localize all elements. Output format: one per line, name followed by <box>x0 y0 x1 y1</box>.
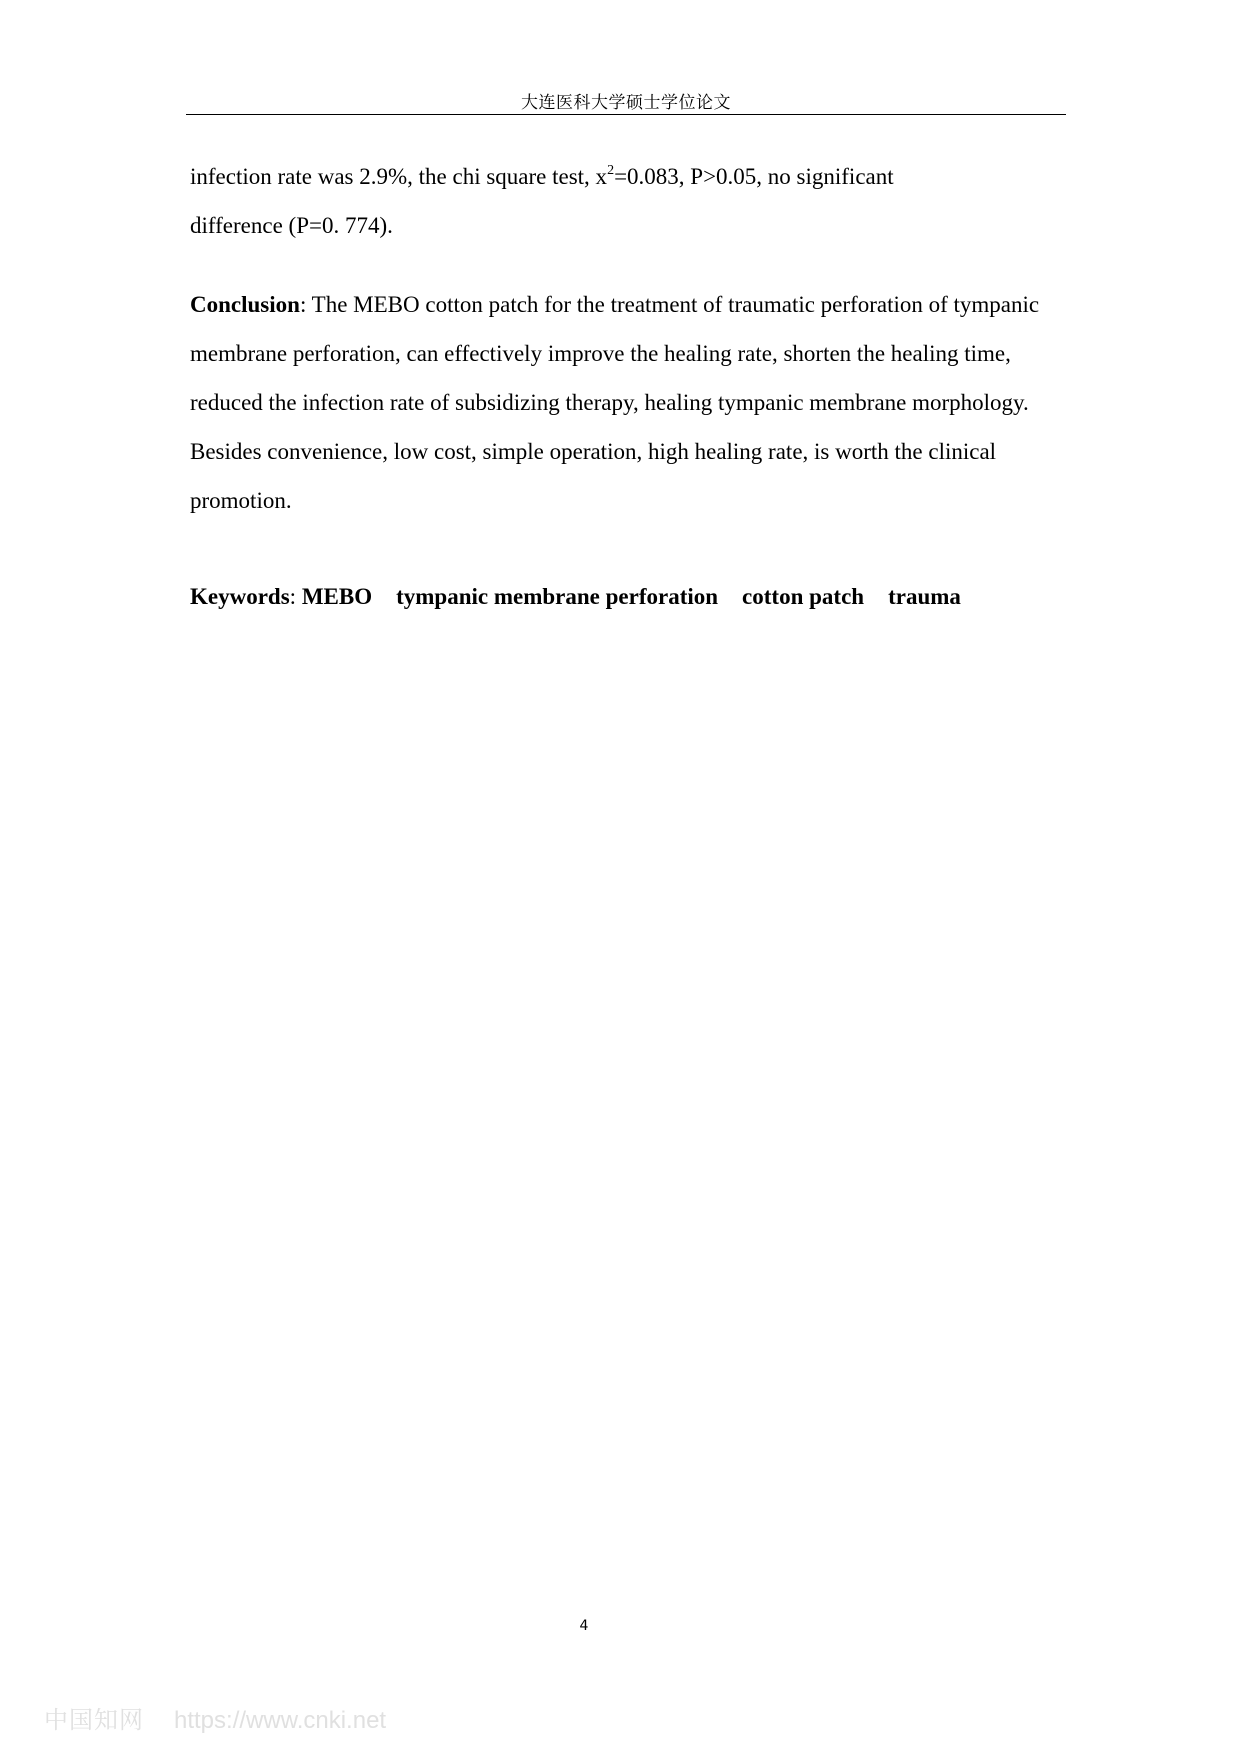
results-paragraph <box>190 152 1070 250</box>
page-number: 4 <box>579 1618 589 1634</box>
results-line-2: difference (P=0. 774). <box>190 213 393 238</box>
conclusion-label: Conclusion <box>190 292 300 317</box>
conclusion-text: : The MEBO cotton patch for the treatment of traumatic perforation of tympanic membrane perforation, can effectively improve the healing rate, shorten the healing time, reduced the infection rate of subsidizing therapy, healing tympanic membrane morphology. Besides convenience, low cost, simple operation, high healing rate, is worth the clinical promotion. <box>190 292 1040 513</box>
results-text-after-sup: =0.083, P>0.05, no significant <box>614 164 894 189</box>
header-rule <box>186 114 1066 115</box>
keywords-label: Keywords <box>190 584 290 609</box>
keyword-item: cotton patch <box>742 584 865 609</box>
keywords-separator: : <box>289 584 302 609</box>
chi-square-superscript: 2 <box>607 163 615 178</box>
keywords-line <box>190 572 1070 621</box>
running-header: 大连医科大学硕士学位论文 <box>521 93 731 113</box>
keyword-item: MEBO <box>301 584 373 609</box>
watermark-site-name: 中国知网 <box>44 1706 144 1734</box>
results-text-before-sup: infection rate was 2.9%, the chi square test, x <box>190 164 608 189</box>
cnki-watermark <box>44 1700 386 1735</box>
results-line-1 <box>190 152 1070 201</box>
watermark-url: https://www.cnki.net <box>174 1707 387 1734</box>
conclusion-paragraph <box>190 280 1070 525</box>
keyword-item: trauma <box>888 584 961 609</box>
keyword-item: tympanic membrane perforation <box>396 584 719 609</box>
